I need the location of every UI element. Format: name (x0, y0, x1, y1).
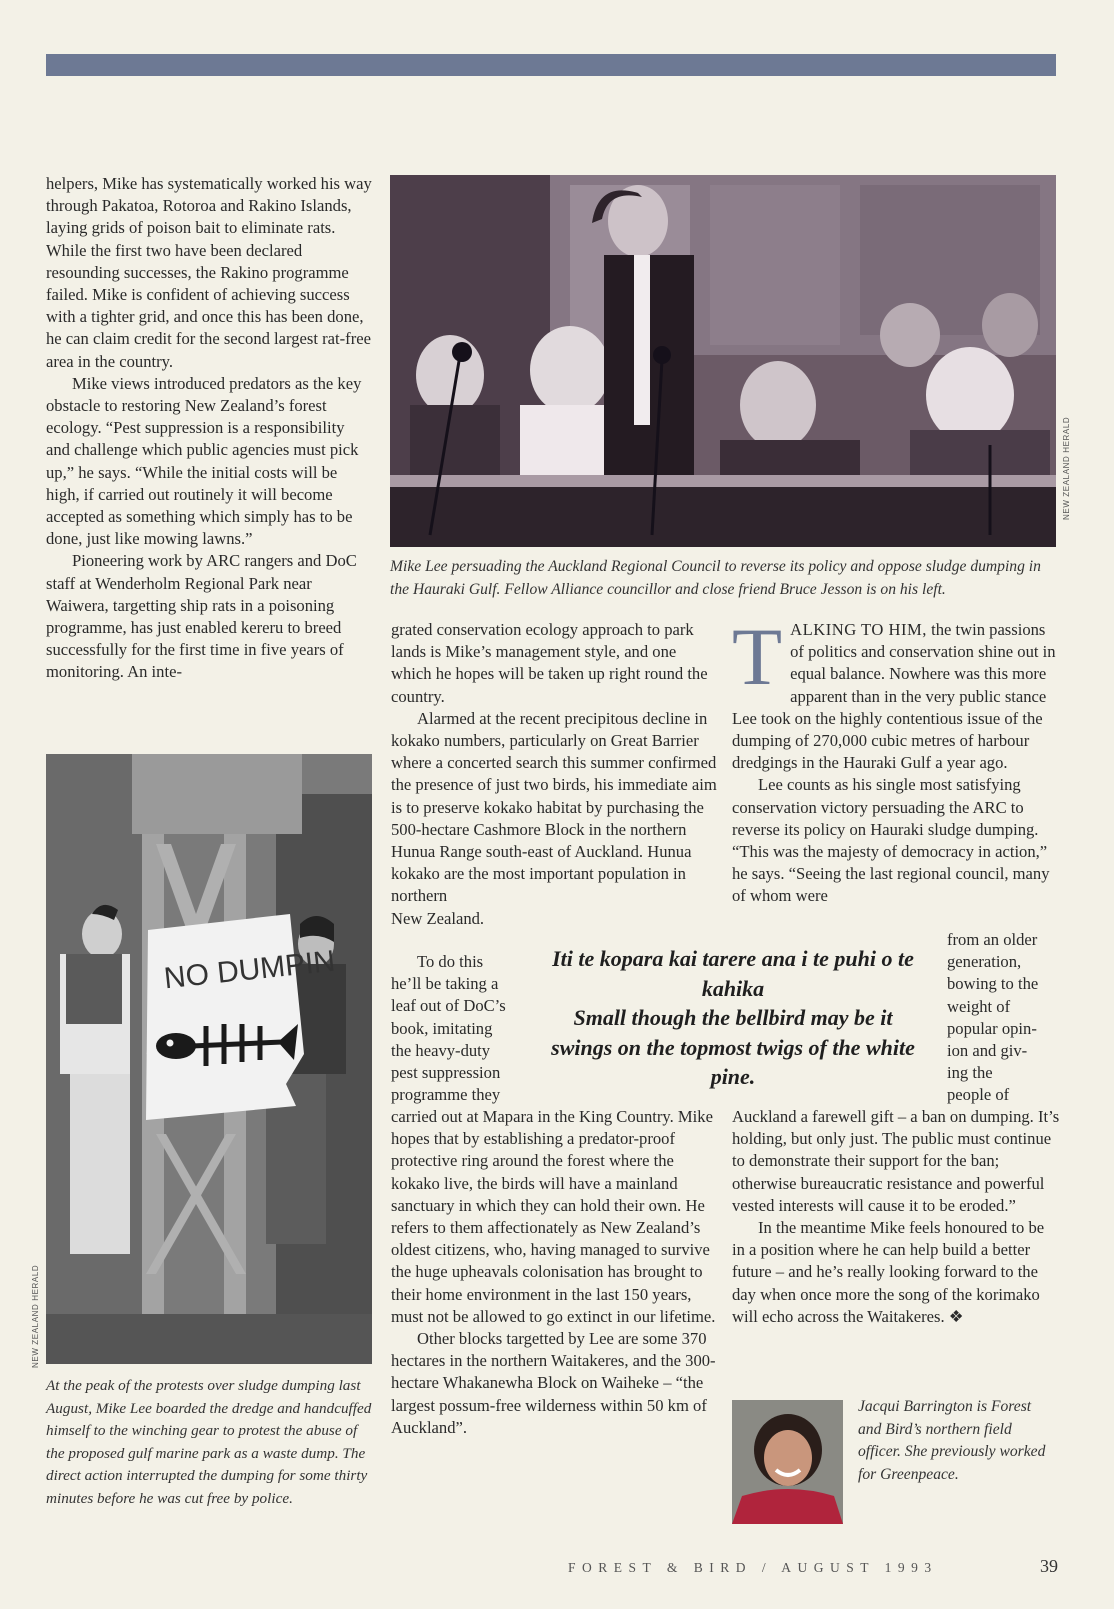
column-middle-bottom (391, 1106, 719, 1439)
right-paragraph-3: In the meantime Mike feels honoured to be in a position where he can help build a better future – and he’s really looking forward to the day when once more the song of the korimako will echo across the Waitakeres. (732, 1218, 1045, 1326)
page-number: 39 (1040, 1556, 1058, 1576)
column-middle-wrap (391, 951, 541, 1106)
footer-publication: FOREST & BIRD / AUGUST 1993 (568, 1560, 938, 1575)
middle-paragraph-2-end: New Zealand. (391, 908, 485, 928)
middle-paragraph-3-rest: carried out at Mapara in the King Country. Mike hopes that by establishing a predator-proof protective ring around the forest where the kokako live, the birds will have a mainland sanctuary in which they can hold their own. He refers to them affectionately as New Zealand’s oldest citizens, who, having managed to survive the huge upheavals colonisation has brought to their home environment in the last 150 years, must not be allowed to go extinct in our lifetime. (391, 1107, 716, 1326)
middle-paragraph-2: Alarmed at the recent precipitous decline in kokako numbers, particularly on Great Barrier where a concerted search this summer confirmed the presence of just two birds, his immediate aim is to preserve kokako habitat by purchasing the 500-hectare Cashmore Block in the northern Hunua Range south-east of Auckland. Hunua kokako are the most important population in northern (391, 708, 717, 906)
right-paragraph-2: Lee counts as his single most satisfying conservation victory persuading the ARC to reverse its policy on Hauraki sludge dumping. “This was the majesty of democracy in action,” he says. “Seeing the last regional council, many of whom were (732, 775, 1050, 906)
right-wrap-line-1: from an older (947, 930, 1038, 949)
photo-protest-dredge (46, 754, 372, 1364)
column-left (46, 173, 372, 684)
middle-wrap-line-1: To do this (417, 952, 484, 971)
right-wrap-line-3: bowing to the (947, 974, 1039, 994)
photo-bottom-credit: NEW ZEALAND HERALD (31, 1264, 40, 1368)
middle-wrap-line-6: pest suppression (391, 1063, 501, 1083)
dropcap: T (732, 611, 783, 702)
left-paragraph-3: Pioneering work by ARC rangers and DoC staff at Wenderholm Regional Park near Waiwera, targetting ship rats in a poisoning programme, has just enabled kereru to breed successfully for the first time in five years of monitoring. An inte- (46, 551, 357, 682)
right-wrap-line-5: popular opin- (947, 1018, 1037, 1038)
middle-wrap-line-7: programme they (391, 1085, 501, 1105)
middle-wrap-line-3: leaf out of DoC’s (391, 996, 506, 1016)
middle-wrap-line-5: the heavy-duty (391, 1040, 491, 1060)
column-right-wrap (947, 929, 1060, 1107)
middle-wrap-line-2: he’ll be taking a (391, 974, 499, 994)
right-wrap-line-4: weight of (947, 996, 1011, 1016)
right-paragraph-1: the twin passions of politics and conservation shine out in equal balance. Nowhere was this more apparent than in the very public stance Lee took on the highly contentious issue of the dumping of 270,000 cubic metres of harbour dredgings in the Hauraki Gulf a year ago. (732, 620, 1056, 773)
banner-text: NO DUMPIN (162, 944, 337, 996)
end-mark-icon: ❖ (948, 1306, 964, 1326)
right-wrap-line-8: people of (947, 1085, 1010, 1105)
pull-quote-english: Small though the bellbird may be it swings on the topmost twigs of the white pine. (551, 1005, 915, 1089)
author-bio: Jacqui Barrington is Forest and Bird’s northern field officer. She previously worked for Greenpeace. (858, 1398, 1046, 1483)
right-paragraph-2-rest: Auckland a farewell gift – a ban on dumping. It’s holding, but only just. The public must continue to demonstrate their support for the ban; otherwise bureaucratic resistance and powerful vested interests will cause it to be eroded.” (732, 1107, 1060, 1215)
middle-wrap-line-4: book, imitating (391, 1018, 493, 1038)
header-bar (46, 54, 1056, 76)
left-paragraph-2: Mike views introduced predators as the key obstacle to restoring New Zealand’s forest ecology. “Pest suppression is a responsibility and challenge which public agencies must pick up,” he says. “While the initial costs will be high, if carried out routinely it will become accepted as something which simply has to be done, just like mowing lawns.” (46, 373, 362, 549)
photo-top-caption: Mike Lee persuading the Auckland Regional Council to reverse its policy and oppose sludge dumping in the Hauraki Gulf. Fellow Alliance councillor and close friend Bruce Jesson is on his left. (390, 558, 1041, 598)
column-middle-top (391, 619, 719, 930)
photo-bottom-caption: At the peak of the protests over sludge dumping last August, Mike Lee boarded the dredge and handcuffed himself to the winching gear to protest the abuse of the proposed gulf marine park as a waste dump. The direct action interrupted the dumping for some thirty minutes before he was cut free by police. (46, 1377, 372, 1507)
right-lead-in: ALKING TO HIM, (790, 620, 927, 639)
middle-paragraph-4: Other blocks targetted by Lee are some 370 hectares in the northern Waitakeres, and the 300-hectare Whakanewha Block on Waiheke – “the largest possum-free wilderness within 50 km of Auckland”. (391, 1329, 716, 1437)
photo-council-meeting (390, 175, 1056, 547)
pull-quote (548, 944, 918, 1092)
middle-paragraph-1: grated conservation ecology approach to park lands is Mike’s management style, and one which he hopes will be taken up right round the country. (391, 620, 708, 706)
right-wrap-line-6: ion and giv- (947, 1041, 1028, 1061)
pull-quote-maori: Iti te kopara kai tarere ana i te puhi o te kahika (552, 946, 914, 1001)
column-right-top (732, 611, 1060, 908)
column-right-bottom (732, 1106, 1060, 1328)
left-paragraph-1: helpers, Mike has systematically worked his way through Pakatoa, Rotoroa and Rakino Islands, laying grids of poison bait to eliminate rats. While the first two have been declared resounding successes, the Rakino programme failed. Mike is confident of achieving success with a tighter grid, and once this has been done, he can claim credit for the second largest rat-free area in the country. (46, 174, 372, 371)
author-portrait (732, 1400, 843, 1524)
right-wrap-line-2: generation, (947, 952, 1022, 972)
photo-top-credit: NEW ZEALAND HERALD (1062, 416, 1071, 520)
right-wrap-line-7: ing the (947, 1063, 993, 1083)
